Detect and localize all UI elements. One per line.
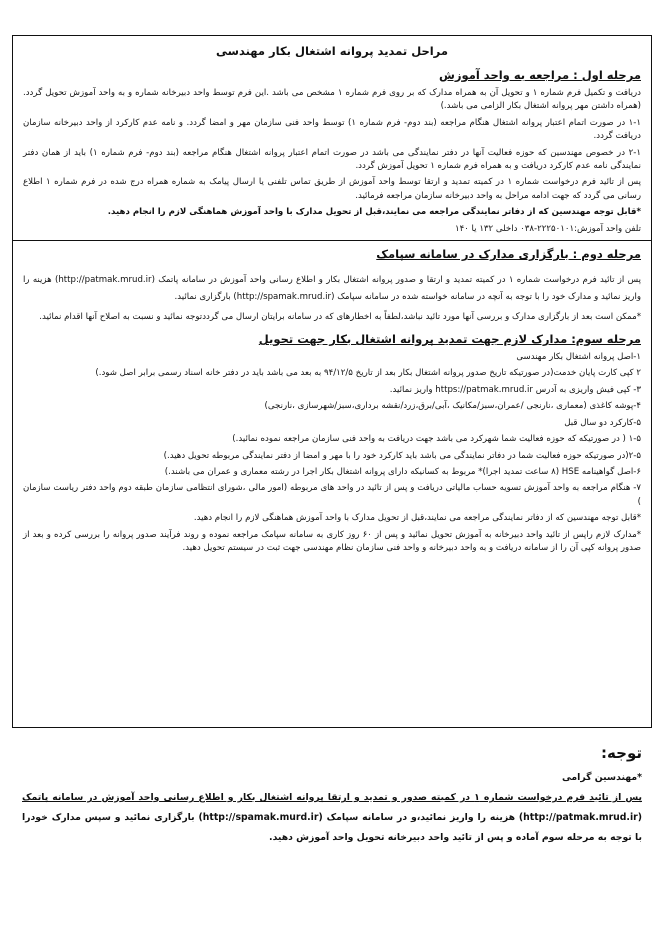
stage3-item-8: ۶-اصل گواهینامه HSE (۸ ساعت تمدید اجرا)* مربوط به کسانیکه دارای پروانه اشتغال بکار اجرا در رشته معماری و عمران می باشند.) — [164, 466, 641, 477]
stage3-item-4: ۴-پوشه کاغذی (معماری ،نارنجی /عمران،سبز/مکانیک ،آبی/برق،زرد/نقشه برداری،سبز/شهرسازی ،نارنجی) — [264, 401, 641, 412]
stage2-title: مرحله دوم : بارگزاری مدارک در سامانه سپامک — [376, 247, 641, 262]
note-body-underlined: پس از تائید فرم درخواست شماره ۱ در کمیته صدور و تمدید و ارتقا پروانه اشتغال بکار و اطلاع رسانی واحد آموزش در سامانه پاتمک — [22, 792, 642, 803]
stage1-note: *قابل توجه مهندسین که از دفاتر نمایندگی مراجعه می نمایند،قبل از تحویل مدارک با واحد آموزش هماهنگی لازم را انجام دهید. — [107, 207, 641, 218]
stage3-item-6: ۱-۵ ( در صورتیکه که حوزه فعالیت شما شهرکرد می باشد جهت دریافت به واحد فنی سازمان مراجعه نموده نمائید.) — [232, 434, 641, 445]
stage3-item-2: ۲ کپی کارت پایان خدمت(در صورتیکه تاریخ صدور پروانه اشتغال بکار بعد از تاریخ ۹۴/۱۲/۵ به بعد می باشد باید در دفتر خانه اسناد رسمی برابر اصل شود.) — [95, 368, 641, 379]
stage2-para-2: *ممکن است بعد از بارگزاری مدارک و بررسی آنها مورد تائید نباشد،لطفاً به اخطارهای که در سامانه برایتان ارسال می گرددتوجه نمائید و نسبت به اصلاح آنها اقدام نمائید. — [39, 312, 641, 323]
note-body-rest: (http://patmak.mrud.ir) هزینه را واریز نمائید،و در سامانه سپامک (http://spamak.murd.ir) بارگزاری نمائید و سپس مدارک خودرا با توجه به مرحله سوم آماده و پس از تائید واحد دبیرخانه تحویل واحد آموزش دهید. — [22, 812, 642, 843]
stage3-item-5: ۵-کارکرد دو سال قبل — [564, 417, 641, 428]
stage1-para-4: پس از تائید فرم درخواست شماره ۱ در کمیته تمدید و ارتقا توسط واحد آموزش از طریق تماس تلفنی یا ارسال پیامک به شماره همراه درج شده در فرم شماره ۱ اطلاع رسانی می گردد که جهت ادامه مراحل به واحد دبیرخانه سازمان مراجعه فرمائید. — [23, 177, 641, 201]
document-frame — [12, 35, 652, 728]
note-section — [22, 744, 642, 848]
stage1-title: مرحله اول : مراجعه به واحد آموزش — [439, 68, 641, 82]
note-greeting: *مهندسین گرامی — [562, 772, 642, 783]
stage1-para-2: ۱-۱ در صورت اتمام اعتبار پروانه اشتغال هنگام مراجعه (بند دوم- فرم شماره ۱) توسط واحد فنی سازمان مهر و امضا گردد. و نامه عدم کارکرد از واحد دبیرخانه سازمان دریافت گردد. — [23, 117, 642, 142]
stage3-item-9: ۷- هنگام مراجعه به واحد آموزش تسویه حساب مالیاتی دریافت و پس از تائید در واحد های مربوطه (امور مالی ،شورای انتظامی سازمان طبقه دوم واحد دفتر ریاست سازمان ) — [23, 483, 641, 507]
stage1-phone: تلفن واحد آموزش:۲۲۲۵۰۱۰۱-۰۳۸ داخلی ۱۳۲ یا ۱۴۰ — [454, 223, 641, 234]
note-body — [22, 788, 642, 848]
stage2-para-1: پس از تائید فرم درخواست شماره ۱ در کمیته تمدید و ارتقا و صدور پروانه اشتغال بکار و اطلاع رسانی واحد آموزش در سامانه پاتمک (http://patmak.mrud.ir) هزینه را واریز نمائید و مدارک خود را با توجه به آنچه در سامانه خواسته شده در سامانه سپامک (http://spamak.mrud.ir) بارگزاری نمائید. — [23, 275, 641, 303]
stage1-para-3: ۲-۱ در خصوص مهندسین که حوزه فعالیت آنها در دفتر نمایندگی می باشد در صورت اتمام اعتبار پروانه اشتغال هنگام مراجعه (بند دوم- فرم شماره ۱) باید از همان دفتر نمایندگی نامه عدم کارکرد دریافت و به همراه فرم شماره ۱ تحویل آموزش گردد. — [23, 147, 641, 172]
stage3-item-3: ۳- کپی فیش واریزی به آدرس https://patmak.mrud.ir واریز نمائید. — [389, 384, 641, 395]
section-divider — [13, 240, 651, 241]
stage3-item-1: ۱-اصل پروانه اشتغال بکار مهندسی — [516, 352, 641, 363]
stage3-title: مرحله سوم: مدارک لازم جهت تمدید پروانه اشتغال بکار جهت تحویل — [258, 332, 641, 347]
note-title: توجه: — [601, 744, 642, 762]
stage3-item-10: *قابل توجه مهندسین که از دفاتر نمایندگی مراجعه می نمایند،قبل از تحویل مدارک با واحد آموزش هماهنگی لازم را انجام دهید. — [193, 513, 641, 524]
page-title: مراحل تمدید پروانه اشتغال بکار مهندسی — [216, 44, 448, 58]
stage1-para-1: دریافت و تکمیل فرم شماره ۱ و تحویل آن به همراه مدارک که بر روی فرم شماره ۱ مشخص می باشد .این فرم توسط واحد دبیرخانه شماره و به واحد آموزش تحویل گردد.(همراه داشتن مهر پروانه اشتغال بکار الزامی می باشد.) — [23, 88, 641, 112]
stage3-item-7: ۲-۵(در صورتیکه حوزه فعالیت شما در دفاتر نمایندگی می باشد باید کارکرد خود را با مهر و امضا از دفتر نمایندگی مربوطه تحویل دهید.) — [163, 450, 641, 461]
stage3-item-11: *مدارک لازم راپس از تائید واحد دبیرخانه به آموزش تحویل نمائید و پس از ۶۰ روز کاری به سامانه سپامک مراجعه نموده و روند فرآیند صدور پروانه را بررسی کرده و بعد از صدور پروانه کپی آن را از سامانه دریافت و به واحد دبیرخانه و واحد فنی سازمان نظام مهندسی جهت ثبت در سیستم تحویل دهید. — [23, 529, 642, 553]
